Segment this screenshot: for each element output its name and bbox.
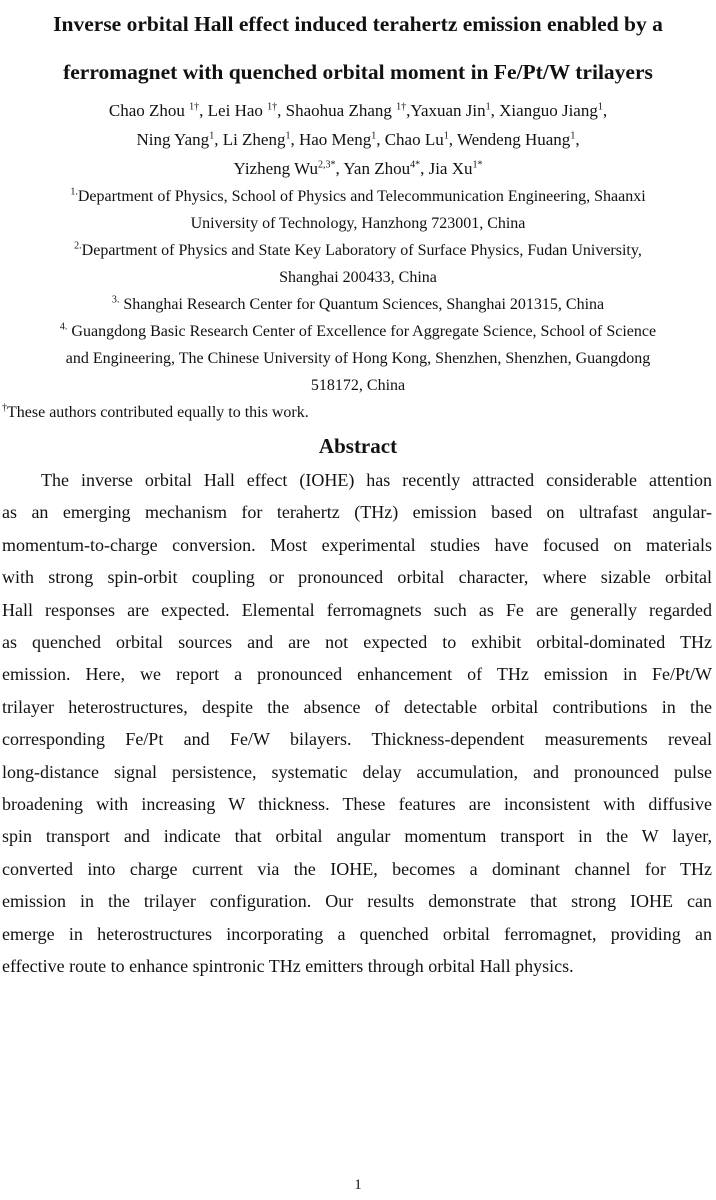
title-line: ferromagnet with quenched orbital moment in Fe/Pt/W trilayers [63,60,653,84]
affiliations [0,183,716,399]
author-name: Chao Zhou [108,101,185,120]
abstract-line: spin transport and indicate that orbital angular momentum transport in the W layer, [2,826,712,847]
title-line: Inverse orbital Hall effect induced terahertz emission enabled by a [53,12,663,36]
author [208,101,277,120]
abstract-body [0,464,716,983]
author-name: Xianguo Jiang [499,101,598,120]
author [286,101,406,120]
affiliation-text: Shanghai 200433, China [279,269,437,286]
author-affil-marker: 1 [597,101,603,113]
author [385,130,449,149]
author-name: Hao Meng [298,130,372,149]
author-affil-marker: 1 [371,130,377,142]
paper-title [0,0,716,96]
author-name: Jia Xu [428,159,473,178]
abstract-line: emission. Here, we report a pronounced enhancement of THz emission in Fe/Pt/W [2,664,712,685]
affiliation-text: Shanghai Research Center for Quantum Sciences, Shanghai 201315, China [123,296,605,313]
author-affil-marker: 2,3* [317,159,336,171]
abstract-heading: Abstract [318,434,398,458]
author [233,159,335,178]
abstract-line: The inverse orbital Hall effect (IOHE) has recently attracted considerable attention [41,470,712,490]
author [429,159,483,178]
abstract-line: emerge in heterostructures incorporating a quenched orbital ferromagnet, providing an [2,923,712,944]
affiliation-marker: 4. [59,321,68,333]
author [223,130,291,149]
page-number: 1 [354,1177,362,1193]
author-affil-marker: 1 [209,130,215,142]
author-affil-marker: 1 [285,130,291,142]
author-affil-marker: 1† [267,101,278,113]
author-name: Ning Yang [136,130,210,149]
affiliation-marker: 1. [70,186,78,198]
affiliation-text: Guangdong Basic Research Center of Excellence for Aggregate Science, School of Science [71,323,657,340]
author [410,101,490,120]
equal-contribution-note [0,399,716,426]
abstract-line: corresponding Fe/Pt and Fe/W bilayers. Thickness-dependent measurements reveal [2,729,712,750]
author [457,130,575,149]
author-affil-marker: 4* [410,159,421,171]
affiliation-text: 518172, China [310,377,406,394]
affiliation-text: and Engineering, The Chinese University of Hong Kong, Shenzhen, Shenzhen, Guangdong [65,350,651,367]
affiliation-line [0,345,716,372]
affiliation-marker: 3. [111,294,120,306]
abstract-line: long-distance signal persistence, systematic delay accumulation, and pronounced pulse [2,761,712,782]
abstract-line: as an emerging mechanism for terahertz (THz) emission based on ultrafast angular- [2,502,712,523]
abstract-line: trilayer heterostructures, despite the absence of detectable orbital contributions in the [2,696,712,717]
abstract-line: Hall responses are expected. Elemental ferromagnets such as Fe are generally regarded [2,599,712,620]
note-text: These authors contributed equally to this work. [7,404,309,421]
abstract-line: as quenched orbital sources and are not expected to exhibit orbital-dominated THz [2,632,712,653]
author-affil-marker: 1 [485,101,491,113]
author-name: Yizheng Wu [233,159,318,178]
abstract-line: momentum-to-charge conversion. Most experimental studies have focused on materials [2,534,712,555]
abstract-line: emission in the trilayer configuration. Our results demonstrate that strong IOHE can [2,891,712,912]
affiliation-text: Department of Physics and State Key Laboratory of Surface Physics, Fudan University, [81,242,642,259]
affiliation-text: University of Technology, Hanzhong 723001, China [190,215,526,232]
affiliation-text: Department of Physics, School of Physics and Telecommunication Engineering, Shaanxi [77,188,646,205]
affiliation-line [0,210,716,237]
author [109,101,199,120]
dagger-marker: † [2,402,7,414]
author-name: Lei Hao [207,101,263,120]
author-name: Li Zheng [222,130,286,149]
author-name: Chao Lu [384,130,444,149]
author-line: Chao Zhou $^{1\dagger}$, Lei Hao $^{1\dagger}$, Shaohua Zhang $^{1\dagger}$,Yaxuan Jin$^1$, Xianguo Jiang$^1$, [108,101,608,120]
author-name: Yan Zhou [343,159,411,178]
author-line: Ning Yang$^1$, Li Zheng$^1$, Hao Meng$^1$, Chao Lu$^1$, Wendeng Huang$^1$, [136,130,580,149]
author-list [0,96,716,183]
abstract-line: converted into charge current via the IOHE, becomes a dominant channel for THz [2,858,712,879]
affiliation-line [0,183,716,210]
abstract-line: with strong spin-orbit coupling or pronounced orbital character, where sizable orbital [2,567,712,588]
author-affil-marker: 1† [189,101,200,113]
author-line: Yizheng $Wu^{2,3*}$, Yan Zhou$^{4*}$, Jia $Xu^{1*}$ [233,159,483,178]
author-affil-marker: 1 [570,130,576,142]
author-name: Shaohua Zhang [285,101,392,120]
affiliation-line [0,291,716,318]
affiliation-line [0,237,716,264]
author [299,130,376,149]
author-affil-marker: 1* [472,159,483,171]
author-affil-marker: 1† [396,101,407,113]
author-name: Yaxuan Jin [410,101,486,120]
abstract-line: broadening with increasing W thickness. These features are inconsistent with diffusive [2,794,712,815]
author-name: Wendeng Huang [456,130,571,149]
affiliation-line [0,264,716,291]
affiliation-marker: 2. [74,240,82,252]
affiliation-line [0,372,716,399]
author [136,130,214,149]
abstract-line: effective route to enhance spintronic THz emitters through orbital Hall physics. [2,956,574,977]
author [343,159,420,178]
author-affil-marker: 1 [443,130,449,142]
author [499,101,603,120]
affiliation-line [0,318,716,345]
